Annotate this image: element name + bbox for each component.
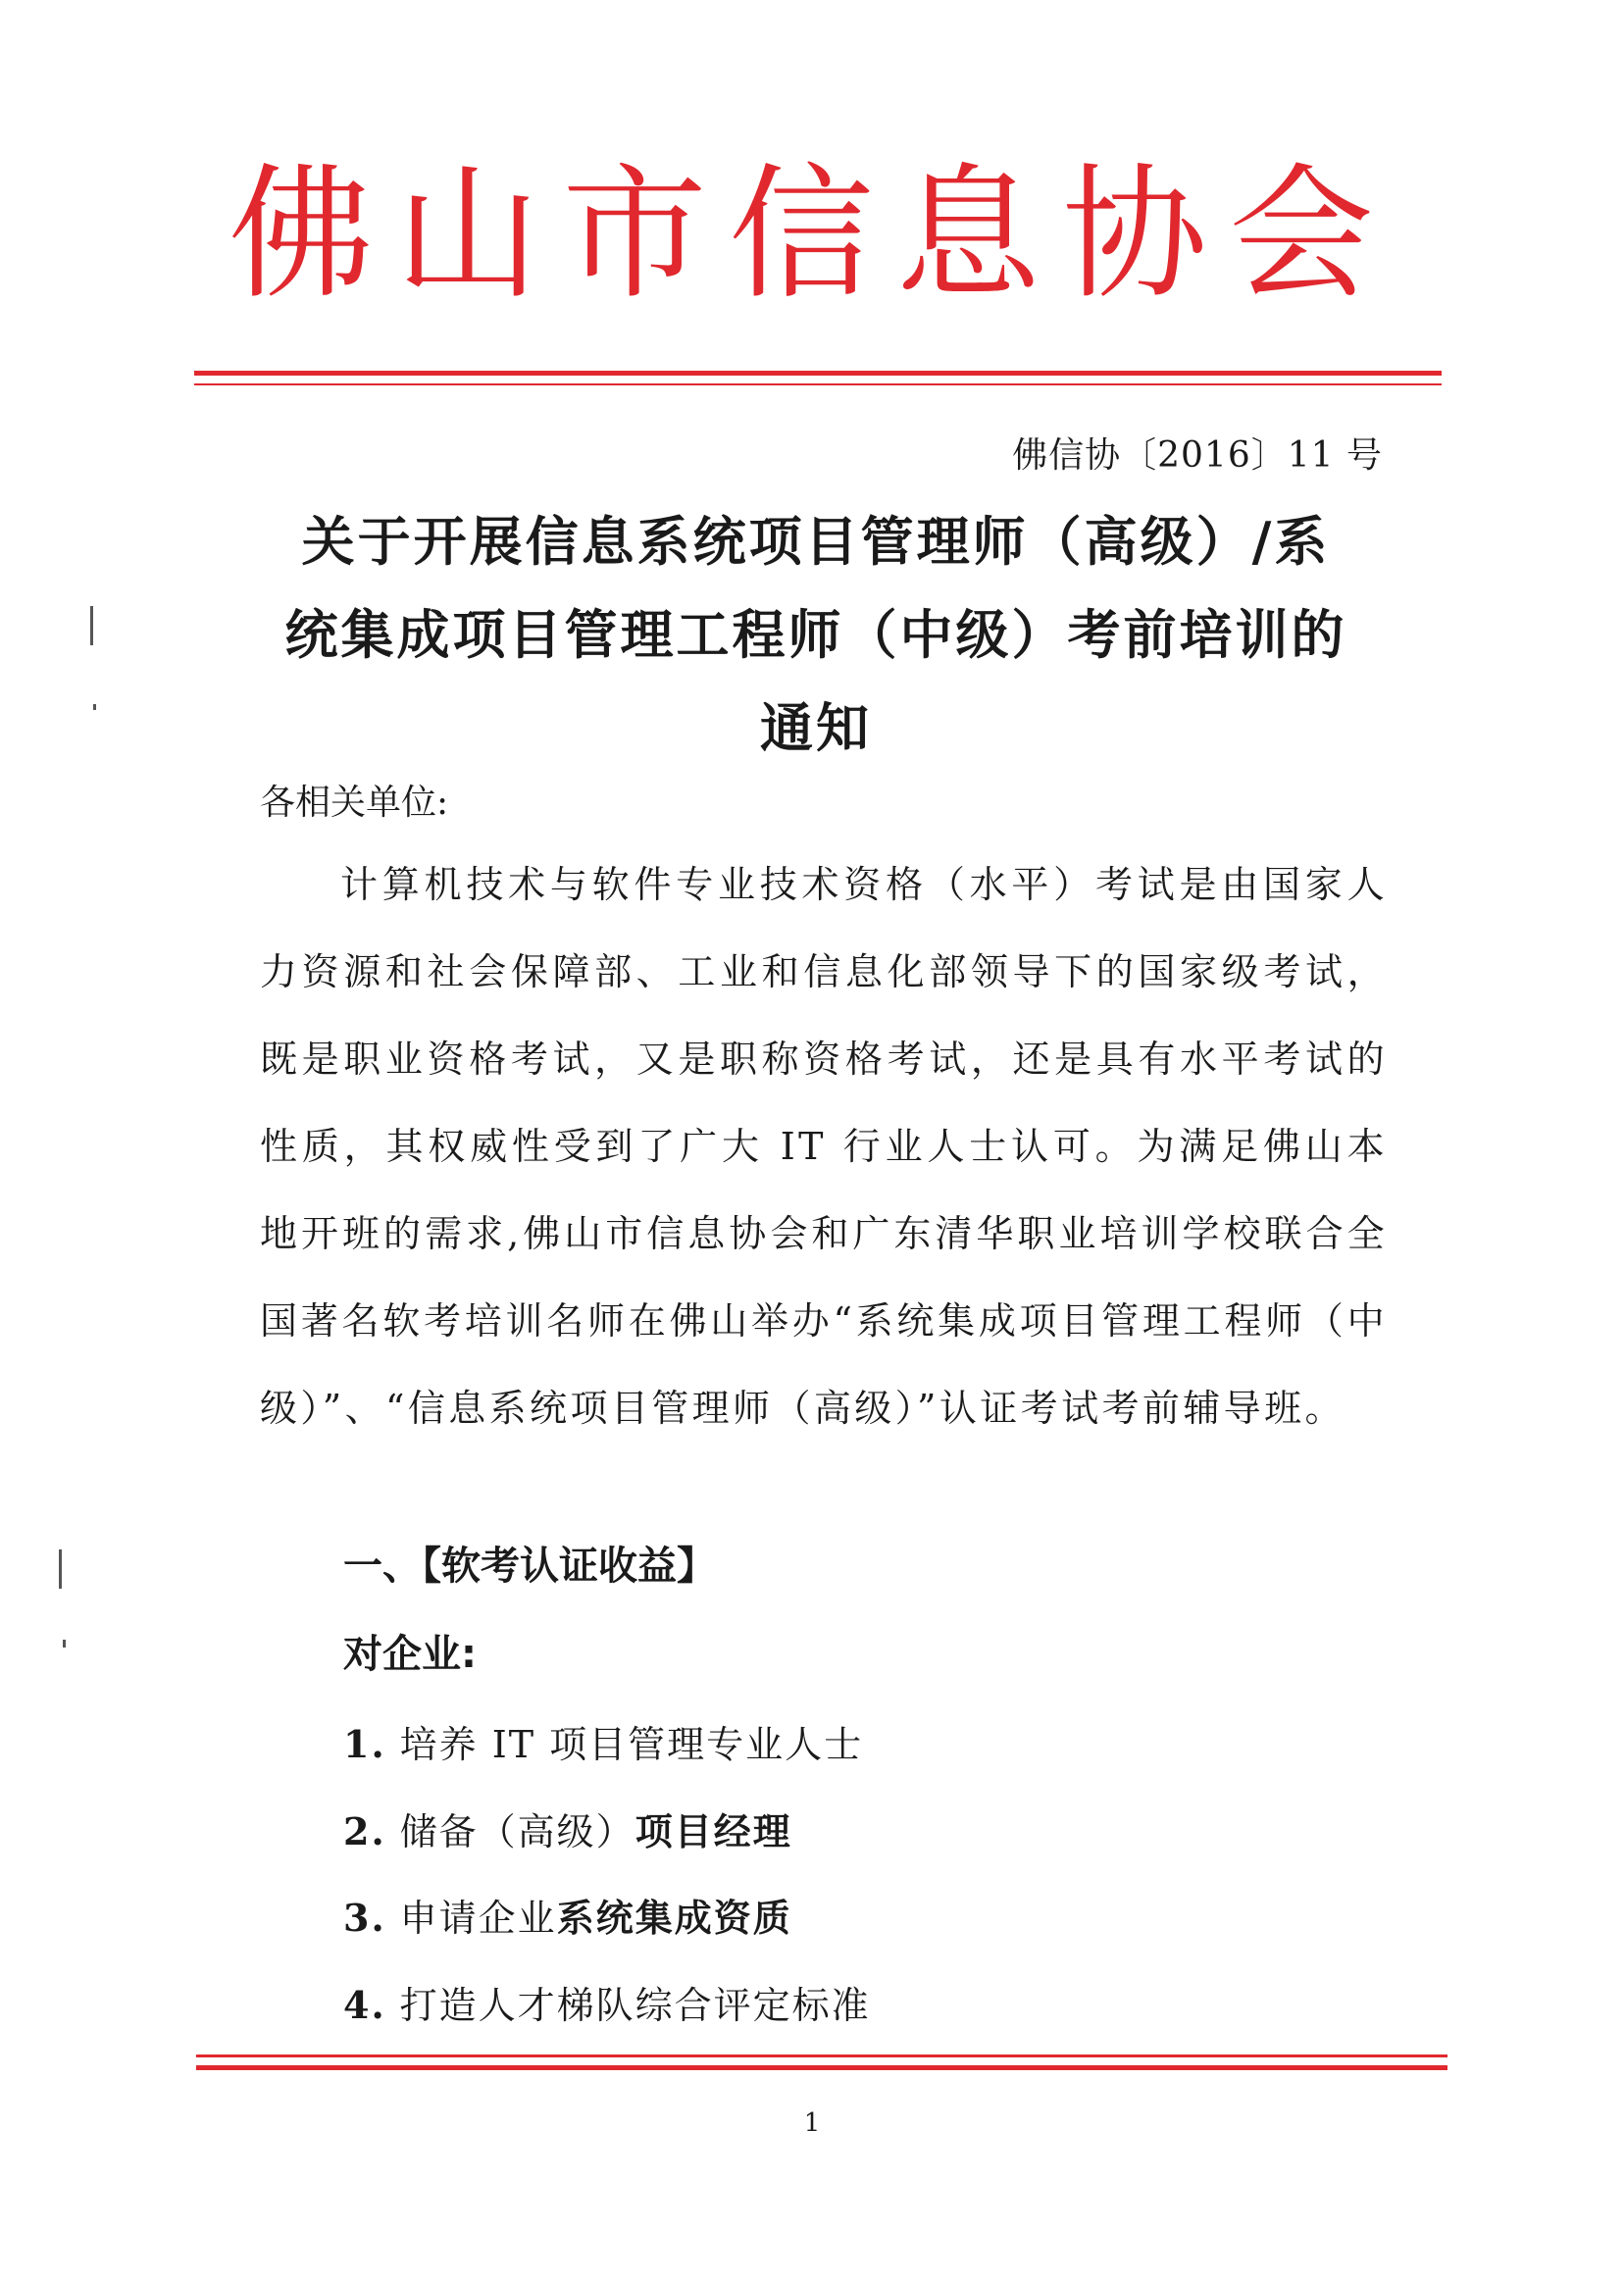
title-line-1: 关于开展信息系统项目管理师（高级）/系 [301,511,1331,573]
letterhead-rule-thin [194,383,1442,385]
list-item-text: 培养 IT 项目管理专业人士 [399,1723,864,1766]
list-item-number: 4. [343,1983,386,2027]
sub-heading: 对企业: [343,1632,477,1677]
list-item-text: 申请企业 [399,1897,557,1940]
page-number: 1 [803,2108,821,2138]
letterhead-org-name: 佛山市信息协会 [228,150,1396,319]
list-item [343,1888,792,1942]
list-item-emphasis: 系统集成资质 [556,1897,792,1940]
list-item [343,1975,871,2029]
document-title [247,495,1385,775]
list-item-text: 打造人才梯队综合评定标准 [399,1984,871,2027]
section-heading: 一、【软考认证收益】 [343,1544,716,1589]
list-item-emphasis: 项目经理 [634,1810,792,1853]
title-line-2: 统集成项目管理工程师（中级）考前培训的 [284,604,1347,666]
scan-artifact [93,704,96,710]
scan-artifact [90,606,93,645]
footer-rule-thin [196,2054,1447,2057]
list-item-number: 3. [343,1896,386,1940]
title-line-3: 通知 [760,697,872,759]
list-item [343,1801,792,1855]
body-paragraph: 计算机技术与软件专业技术资格（水平）考试是由国家人力资源和社会保障部、工业和信息化部领导下的国家级考试，既是职业资格考试，又是职称资格考试，还是具有水平考试的性质，其权威性受到了广大 IT 行业人士认可。为满足佛山本地开班的需求,佛山市信息协会和广东清华职业培训学校联合全国著名软考培训名师在佛山举办“系统集成项目管理工程师（中级）”、“信息系统项目管理师（高级）”认证考试考前辅导班。 [260,863,1388,1430]
document-number: 佛信协〔2016〕11 号 [1012,435,1383,476]
scan-artifact [59,1549,62,1589]
scan-artifact [63,1640,66,1648]
letterhead-rule-thick [194,371,1442,376]
footer-rule-thick [196,2065,1447,2070]
list-item-number: 1. [343,1722,386,1766]
list-item [343,1714,863,1768]
salutation: 各相关单位: [260,783,449,823]
list-item-text: 储备（高级） [399,1810,635,1853]
list-item-number: 2. [343,1809,386,1853]
